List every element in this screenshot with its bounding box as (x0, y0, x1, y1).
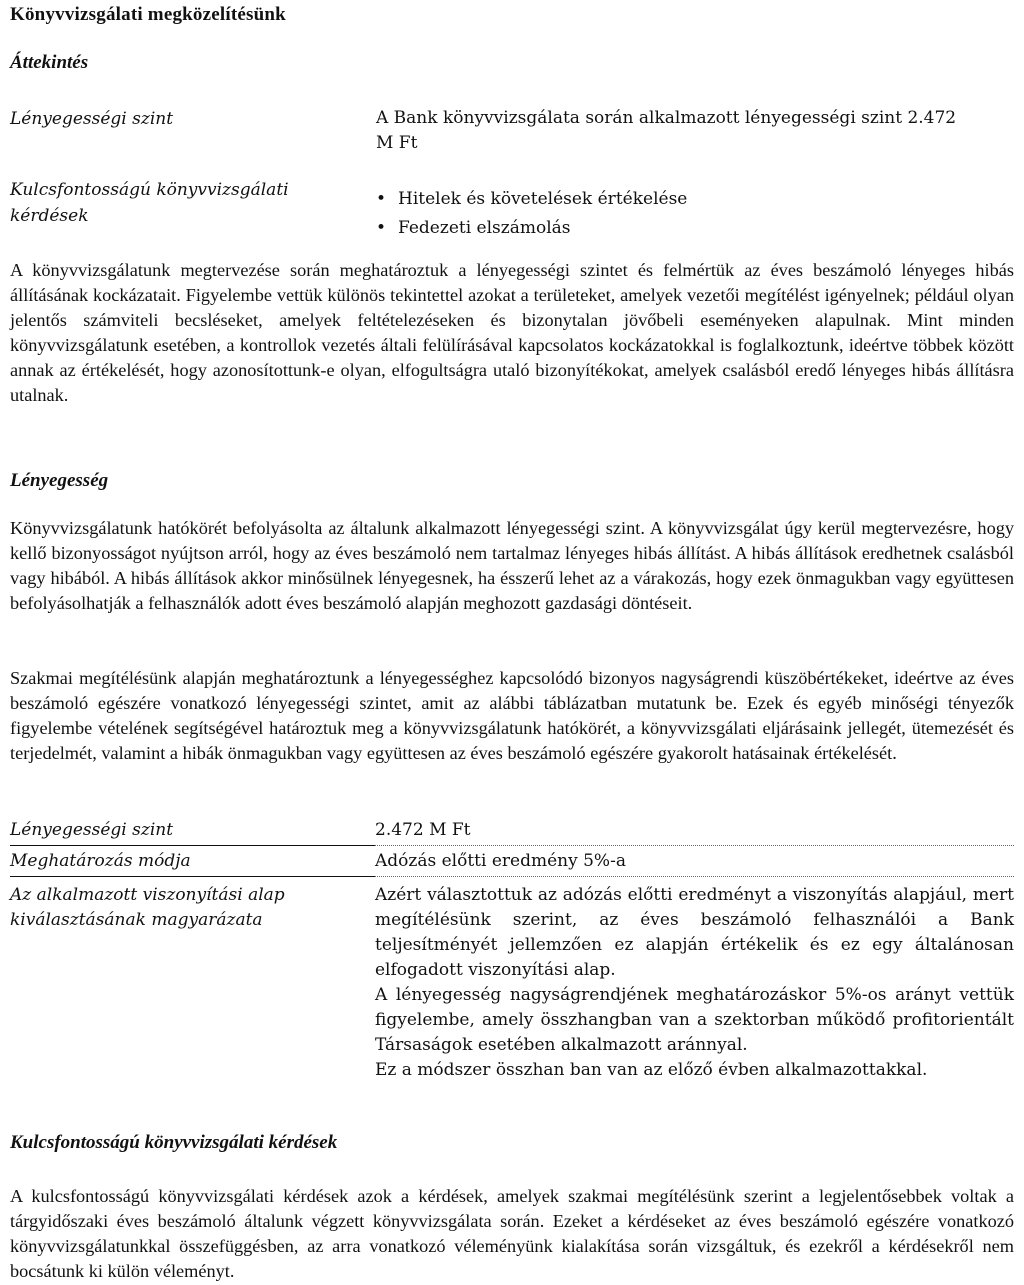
table-value: 2.472 M Ft (375, 818, 1014, 846)
materiality-table (10, 818, 1014, 1083)
overview-kam-label-line-2: kérdések (10, 206, 89, 226)
materiality-title: Lényegesség (10, 470, 109, 491)
kam-title: Kulcsfontosságú könyvvizsgálati kérdések (10, 1132, 338, 1153)
explanation-paragraph-2: A lényegesség nagyságrendjének meghatározáskor 5%-os arányt vettük figyelembe, amely összhangban van a szektorban működő profitorientált Társaságok esetében alkalmazott aránnyal. (375, 985, 1014, 1055)
explanation-paragraph-1: Azért választottuk az adózás előtti eredményt a viszonyítás alapjául, mert megítélésünk szerint, az éves beszámoló felhasználói a Bank teljesítményét jellemzően ez alapján értékelik és ez egy általánosan elfogadott viszonyítási alap. (375, 885, 1014, 980)
kam-item-2: Fedezeti elszámolás (398, 218, 571, 238)
overview-kam-list-item (376, 189, 687, 209)
explanation-paragraph-3: Ez a módszer összhan ban van az előző évben alkalmazottakkal. (375, 1060, 928, 1080)
table-value (375, 877, 1014, 1084)
section-heading-approach: Könyvvizsgálati megközelítésünk (10, 4, 286, 25)
materiality-paragraph-2: Szakmai megítélésünk alapján meghatároztunk a lényegességhez kapcsolódó bizonyos nagyságrendi küszöbértékeket, ideértve az éves beszámoló egészére vonatkozó lényegességi szintet, amit az alábbi táblázatban mutatunk be. Ezek és egyéb minőségi tényezők figyelembe vételének segítségével határoztuk meg a könyvvizsgálatunk hatókörét, a könyvvizsgálati eljárásaink jellegét, ütemezését és terjedelmét, valamint a hibák önmagukban vagy együttesen az éves beszámoló egészére gyakorolt hatásainak értékelését. (10, 668, 1014, 763)
table-value: Adózás előtti eredmény 5%-a (375, 846, 1014, 877)
approach-paragraph: A könyvvizsgálatunk megtervezése során meghatároztuk a lényegességi szintet és felmértük az éves beszámoló lényeges hibás állításának kockázatait. Figyelembe vettük különös tekintettel azokat a területeket, amelyek vezetői megítélést igényelnek; például olyan jelentős számviteli becsléseket, amelyek feltételezéseken és bizonytalan jövőbeli eseményeken alapulnak. Mint minden könyvvizsgálatunk esetében, a kontrollok vezetés általi felülírásával kapcsolatos kockázatokkal is foglalkoztunk, ideértve többek között annak az értékelését, hogy azonosítottunk-e olyan, elfogultságra utaló bizonyítékokat, amelyek csalásból eredő lényeges hibás állításra utalnak. (10, 260, 1014, 405)
overview-title: Áttekintés (10, 52, 89, 73)
table-row (10, 818, 1014, 846)
overview-materiality-label: Lényegességi szint (10, 109, 174, 129)
table-row (10, 846, 1014, 877)
overview-materiality-line-1: A Bank könyvvizsgálata során alkalmazott lényegességi szint 2.472 (376, 108, 957, 128)
kam-item-1: Hitelek és követelések értékelése (398, 189, 688, 209)
bullet-icon: • (376, 218, 387, 238)
bullet-icon: • (376, 189, 387, 209)
overview-kam-list-item (376, 218, 571, 238)
materiality-paragraph-1: Könyvvizsgálatunk hatókörét befolyásolta az általunk alkalmazott lényegességi szint. A könyvvizsgálat úgy kerül megtervezésre, hogy kellő bizonyosságot nyújtson arról, hogy az éves beszámoló nem tartalmaz lényeges hibás állítást. A hibás állítások eredhetnek csalásból vagy hibából. A hibás állítások akkor minősülnek lényegesnek, ha ésszerű lehet az a várakozás, hogy ezek önmagukban vagy együttesen befolyásolhatják a felhasználók adott éves beszámoló alapján meghozott gazdasági döntéseit. (10, 518, 1014, 613)
table-label: Az alkalmazott viszonyítási alap kiválasztásának magyarázata (10, 885, 285, 930)
overview-kam-label (10, 177, 289, 229)
overview-materiality-text (376, 106, 1016, 156)
table-row (10, 877, 1014, 1084)
overview-materiality-line-2: M Ft (376, 133, 418, 153)
overview-kam-label-line-1: Kulcsfontosságú könyvvizsgálati (10, 180, 289, 200)
table-label: Meghatározás módja (10, 846, 375, 877)
table-label: Lényegességi szint (10, 818, 375, 846)
kam-paragraph: A kulcsfontosságú könyvvizsgálati kérdések azok a kérdések, amelyek szakmai megítélésünk szerint a legjelentősebbek voltak a tárgyidőszaki éves beszámoló általunk végzett könyvvizsgálata során. Ezeket a kérdéseket az éves beszámoló egészére vonatkozó könyvvizsgálatunkkal összefüggésben, az arra vonatkozó véleményünk kialakítása során vizsgáltuk, és ezekről a kérdésekről nem bocsátunk ki külön véleményt. (10, 1186, 1014, 1281)
